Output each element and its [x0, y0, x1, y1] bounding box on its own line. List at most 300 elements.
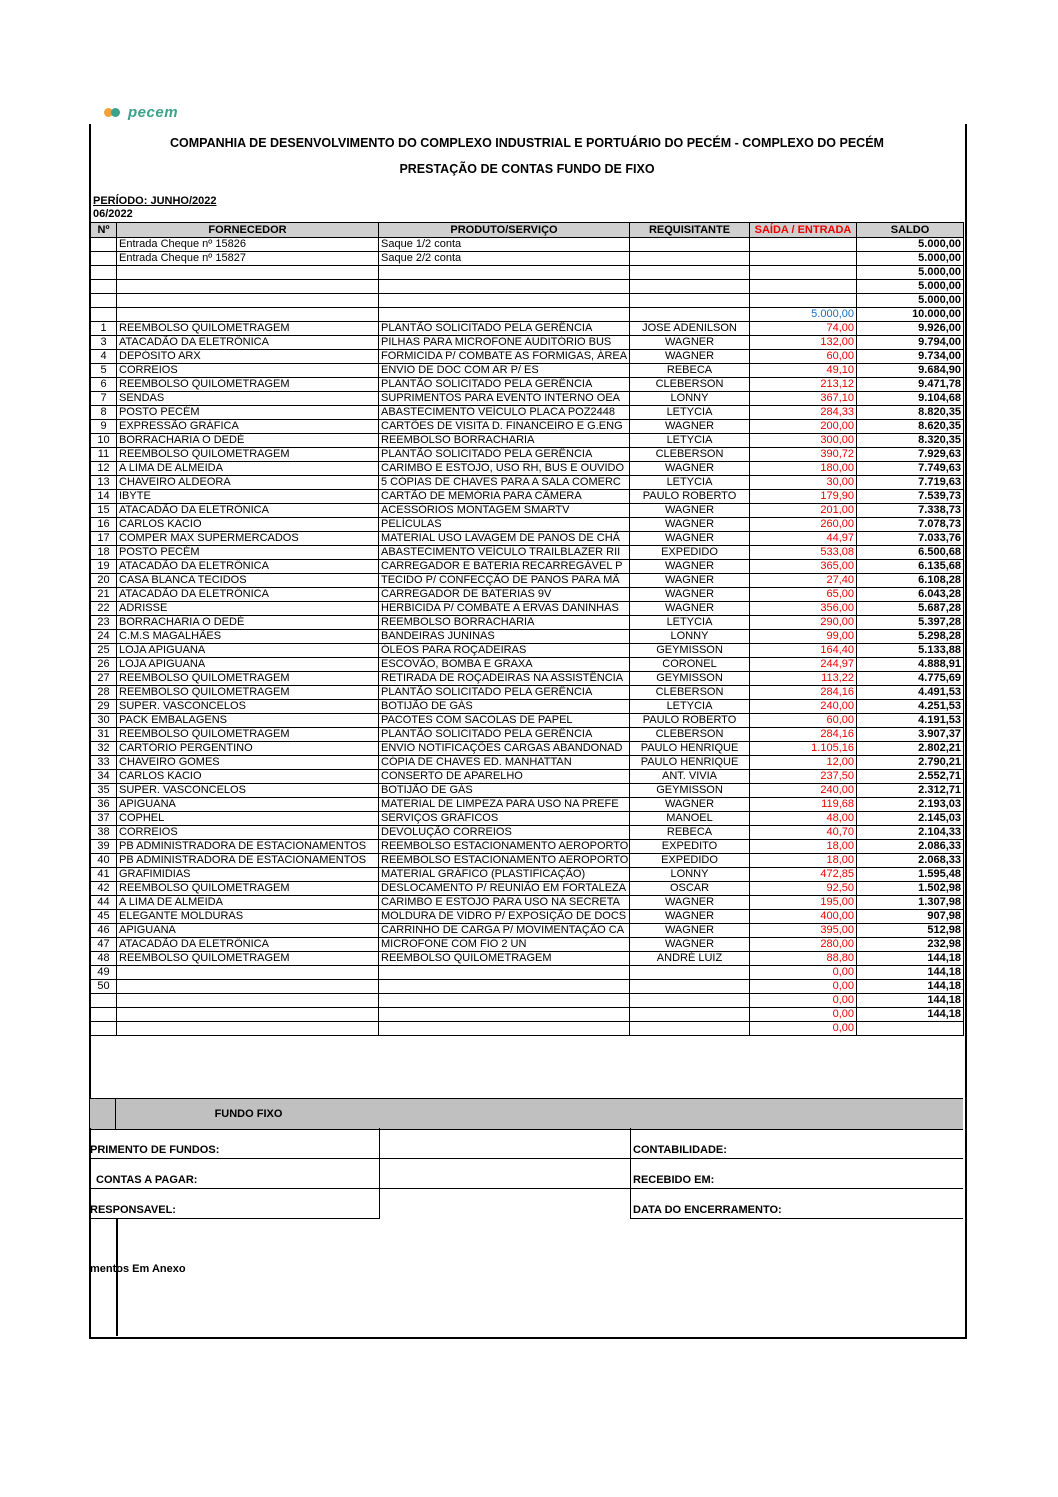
- row-number: 7: [91, 392, 117, 406]
- row-number: [91, 238, 117, 252]
- amount-cell: 201,00: [750, 504, 857, 518]
- requester-cell: WAGNER: [630, 588, 750, 602]
- product-cell: PLANTÃO SOLICITADO PELA GERÊNCIA: [379, 728, 630, 742]
- table-row: [91, 434, 964, 448]
- balance-cell: 5.000,00: [857, 280, 964, 294]
- row-number: 37: [91, 812, 117, 826]
- table-row: [91, 322, 964, 336]
- balance-cell: 9.471,78: [857, 378, 964, 392]
- table-row: [91, 980, 964, 994]
- table-row: [91, 504, 964, 518]
- table-row: [91, 602, 964, 616]
- supplier-cell: REEMBOLSO QUILOMETRAGEM: [117, 686, 379, 700]
- supplier-cell: COMPER MAX SUPERMERCADOS: [117, 532, 379, 546]
- product-cell: CARIMBO E ESTOJO PARA USO NA SECRETA: [379, 896, 630, 910]
- amount-cell: 260,00: [750, 518, 857, 532]
- table-row: [91, 952, 964, 966]
- balance-cell: 4.191,53: [857, 714, 964, 728]
- entry-row: [91, 308, 964, 322]
- balance-cell: 144,18: [857, 980, 964, 994]
- balance-cell: 2.552,71: [857, 770, 964, 784]
- amount-cell: 180,00: [750, 462, 857, 476]
- amount-cell: 74,00: [750, 322, 857, 336]
- requester-cell: EXPEDIDO: [630, 854, 750, 868]
- requester-cell: LETYCIA: [630, 434, 750, 448]
- supplier-cell: ADRISSE: [117, 602, 379, 616]
- supplier-cell: COPHEL: [117, 812, 379, 826]
- balance-cell: 5.397,28: [857, 616, 964, 630]
- row-number: 25: [91, 644, 117, 658]
- requester-cell: WAGNER: [630, 504, 750, 518]
- amount-cell: [750, 294, 857, 308]
- requester-cell: LONNY: [630, 392, 750, 406]
- product-cell: SUPRIMENTOS PARA EVENTO INTERNO OEA: [379, 392, 630, 406]
- amount-cell: 195,00: [750, 896, 857, 910]
- supplier-cell: A LIMA DE ALMEIDA: [117, 896, 379, 910]
- supplier-cell: C.M.S MAGALHÃES: [117, 630, 379, 644]
- divider: [630, 1128, 631, 1218]
- divider: [630, 1218, 963, 1219]
- product-cell: MATERIAL DE LIMPEZA PARA USO NA PREFE: [379, 798, 630, 812]
- entry-row: [91, 280, 964, 294]
- product-cell: CARREGADOR E BATERIA RECARREGÁVEL P: [379, 560, 630, 574]
- amount-cell: 18,00: [750, 840, 857, 854]
- supplier-cell: POSTO PECÉM: [117, 546, 379, 560]
- balance-cell: 3.907,37: [857, 728, 964, 742]
- balance-cell: 5.000,00: [857, 252, 964, 266]
- row-number: 39: [91, 840, 117, 854]
- col-balance: SALDO: [857, 223, 964, 238]
- product-cell: DESLOCAMENTO P/ REUNIÃO EM FORTALEZA: [379, 882, 630, 896]
- amount-cell: [750, 238, 857, 252]
- supplier-cell: ATACADÃO DA ELETRÔNICA: [117, 938, 379, 952]
- amount-cell: [750, 266, 857, 280]
- requester-cell: PAULO ROBERTO: [630, 714, 750, 728]
- month-label: 06/2022: [93, 208, 133, 220]
- product-cell: CARTÕES DE VISITA D. FINANCEIRO E G.ENG: [379, 420, 630, 434]
- table-row: [91, 770, 964, 784]
- supplier-cell: PACK EMBALAGENS: [117, 714, 379, 728]
- product-cell: ENVIO DE DOC COM AR P/ ES: [379, 364, 630, 378]
- requester-cell: [630, 266, 750, 280]
- divider: [90, 1188, 963, 1189]
- table-row: [91, 420, 964, 434]
- table-row: [91, 896, 964, 910]
- table-row: [91, 644, 964, 658]
- anexo-label: mentos Em Anexo: [90, 1263, 186, 1275]
- row-number: [91, 1008, 117, 1022]
- amount-cell: 48,00: [750, 812, 857, 826]
- amount-cell: 30,00: [750, 476, 857, 490]
- amount-cell: 99,00: [750, 630, 857, 644]
- requester-cell: REBECA: [630, 364, 750, 378]
- amount-cell: 237,50: [750, 770, 857, 784]
- requester-cell: MANOEL: [630, 812, 750, 826]
- encerramento-label: DATA DO ENCERRAMENTO:: [633, 1204, 782, 1216]
- product-cell: [379, 966, 630, 980]
- requester-cell: WAGNER: [630, 602, 750, 616]
- table-row: [91, 924, 964, 938]
- product-cell: [379, 308, 630, 322]
- balance-cell: 4.491,53: [857, 686, 964, 700]
- balance-cell: 4.775,69: [857, 672, 964, 686]
- balance-cell: 1.595,48: [857, 868, 964, 882]
- amount-cell: 88,80: [750, 952, 857, 966]
- balance-cell: 512,98: [857, 924, 964, 938]
- supplier-cell: CHAVEIRO GOMES: [117, 756, 379, 770]
- row-number: 8: [91, 406, 117, 420]
- row-number: 6: [91, 378, 117, 392]
- balance-cell: 7.033,76: [857, 532, 964, 546]
- supplier-cell: IBYTE: [117, 490, 379, 504]
- balance-cell: 2.312,71: [857, 784, 964, 798]
- table-row: [91, 966, 964, 980]
- balance-cell: 5.000,00: [857, 294, 964, 308]
- table-row: [91, 756, 964, 770]
- balance-cell: 5.000,00: [857, 238, 964, 252]
- supplier-cell: SUPER. VASCONCELOS: [117, 784, 379, 798]
- fundo-fixo-bar: [90, 1098, 963, 1130]
- amount-cell: 49,10: [750, 364, 857, 378]
- balance-cell: 1.502,98: [857, 882, 964, 896]
- requester-cell: WAGNER: [630, 910, 750, 924]
- supplier-cell: CHAVEIRO ALDEORA: [117, 476, 379, 490]
- supplier-cell: PB ADMINISTRADORA DE ESTACIONAMENTOS: [117, 840, 379, 854]
- product-cell: 5 CÓPIAS DE CHAVES PARA A SALA COMERC: [379, 476, 630, 490]
- requester-cell: OSCAR: [630, 882, 750, 896]
- amount-cell: 0,00: [750, 966, 857, 980]
- entry-row: [91, 238, 964, 252]
- requester-cell: WAGNER: [630, 420, 750, 434]
- amount-cell: 12,00: [750, 756, 857, 770]
- amount-cell: 290,00: [750, 616, 857, 630]
- balance-cell: 232,98: [857, 938, 964, 952]
- amount-cell: 179,90: [750, 490, 857, 504]
- row-number: [91, 308, 117, 322]
- supplier-cell: SUPER. VASCONCELOS: [117, 700, 379, 714]
- supplier-cell: BORRACHARIA O DEDÉ: [117, 434, 379, 448]
- balance-cell: 8.620,35: [857, 420, 964, 434]
- balance-cell: 6.500,68: [857, 546, 964, 560]
- requester-cell: CLEBERSON: [630, 378, 750, 392]
- row-number: 12: [91, 462, 117, 476]
- requester-cell: PAULO HENRIQUE: [630, 756, 750, 770]
- table-row: [91, 658, 964, 672]
- contas-pagar-label: CONTAS A PAGAR:: [96, 1174, 198, 1186]
- requester-cell: [630, 994, 750, 1008]
- amount-cell: 356,00: [750, 602, 857, 616]
- table-row: [91, 616, 964, 630]
- row-number: 9: [91, 420, 117, 434]
- requester-cell: CLEBERSON: [630, 448, 750, 462]
- requester-cell: REBECA: [630, 826, 750, 840]
- supplier-cell: [117, 266, 379, 280]
- balance-cell: 144,18: [857, 1008, 964, 1022]
- amount-cell: 0,00: [750, 1008, 857, 1022]
- product-cell: [379, 294, 630, 308]
- table-row: [91, 910, 964, 924]
- row-number: 35: [91, 784, 117, 798]
- supplier-cell: [117, 994, 379, 1008]
- supplier-cell: CORREIOS: [117, 364, 379, 378]
- requester-cell: WAGNER: [630, 574, 750, 588]
- product-cell: REEMBOLSO ESTACIONAMENTO AEROPORTO: [379, 840, 630, 854]
- amount-cell: 119,68: [750, 798, 857, 812]
- supplier-cell: LOJA APIGUANA: [117, 658, 379, 672]
- table-row: [91, 854, 964, 868]
- row-number: 17: [91, 532, 117, 546]
- row-number: 27: [91, 672, 117, 686]
- requester-cell: LONNY: [630, 630, 750, 644]
- amount-cell: 240,00: [750, 784, 857, 798]
- supplier-cell: [117, 308, 379, 322]
- amount-cell: 244,97: [750, 658, 857, 672]
- row-number: 22: [91, 602, 117, 616]
- table-row: [91, 714, 964, 728]
- requester-cell: [630, 966, 750, 980]
- row-number: 50: [91, 980, 117, 994]
- expense-table: [90, 222, 964, 1036]
- balance-cell: 144,18: [857, 952, 964, 966]
- balance-cell: 7.539,73: [857, 490, 964, 504]
- row-number: 13: [91, 476, 117, 490]
- row-number: 38: [91, 826, 117, 840]
- amount-cell: 200,00: [750, 420, 857, 434]
- product-cell: BOTIJÃO DE GÁS: [379, 700, 630, 714]
- requester-cell: [630, 1022, 750, 1036]
- entry-row: [91, 266, 964, 280]
- row-number: 32: [91, 742, 117, 756]
- recebido-label: RECEBIDO EM:: [633, 1174, 715, 1186]
- requester-cell: WAGNER: [630, 896, 750, 910]
- requester-cell: GEYMISSON: [630, 644, 750, 658]
- product-cell: ÓLEOS PARA ROÇADEIRAS: [379, 644, 630, 658]
- requester-cell: LETYCIA: [630, 406, 750, 420]
- balance-cell: 7.749,63: [857, 462, 964, 476]
- col-product: PRODUTO/SERVIÇO: [379, 223, 630, 238]
- table-row: [91, 826, 964, 840]
- table-row: [91, 784, 964, 798]
- amount-cell: [750, 252, 857, 266]
- pecem-logo-icon: [104, 105, 124, 121]
- row-number: 10: [91, 434, 117, 448]
- row-number: 29: [91, 700, 117, 714]
- table-row: [91, 700, 964, 714]
- supplier-cell: APIGUANA: [117, 798, 379, 812]
- responsavel-label: RESPONSAVEL:: [90, 1204, 176, 1216]
- balance-cell: 7.719,63: [857, 476, 964, 490]
- table-row: [91, 546, 964, 560]
- supplier-cell: [117, 294, 379, 308]
- product-cell: CARRINHO DE CARGA P/ MOVIMENTAÇÃO CA: [379, 924, 630, 938]
- col-number: Nº: [91, 223, 117, 238]
- fundo-fixo-label: FUNDO FIXO: [115, 1099, 381, 1129]
- pecem-logo: [104, 104, 178, 121]
- supplier-cell: CASA BLANCA TECIDOS: [117, 574, 379, 588]
- product-cell: MOLDURA DE VIDRO P/ EXPOSIÇÃO DE DOCS: [379, 910, 630, 924]
- requester-cell: [630, 280, 750, 294]
- row-number: 19: [91, 560, 117, 574]
- row-number: [91, 266, 117, 280]
- product-cell: FORMICIDA P/ COMBATE AS FORMIGAS, ÁREA: [379, 350, 630, 364]
- row-number: 11: [91, 448, 117, 462]
- product-cell: CÓPIA DE CHAVES ED. MANHATTAN: [379, 756, 630, 770]
- product-cell: [379, 980, 630, 994]
- amount-cell: 284,16: [750, 686, 857, 700]
- amount-cell: 132,00: [750, 336, 857, 350]
- supplier-cell: REEMBOLSO QUILOMETRAGEM: [117, 882, 379, 896]
- requester-cell: WAGNER: [630, 560, 750, 574]
- table-row: [91, 686, 964, 700]
- supplier-cell: ELEGANTE MOLDURAS: [117, 910, 379, 924]
- product-cell: PLANTÃO SOLICITADO PELA GERÊNCIA: [379, 686, 630, 700]
- balance-cell: 8.820,35: [857, 406, 964, 420]
- supplier-cell: CORREIOS: [117, 826, 379, 840]
- supplier-cell: [117, 280, 379, 294]
- product-cell: RETIRADA DE ROÇADEIRAS NA ASSISTÊNCIA: [379, 672, 630, 686]
- requester-cell: [630, 980, 750, 994]
- product-cell: CARIMBO E ESTOJO, USO RH, BUS E OUVIDO: [379, 462, 630, 476]
- balance-cell: 2.802,21: [857, 742, 964, 756]
- balance-cell: 7.338,73: [857, 504, 964, 518]
- row-number: [91, 994, 117, 1008]
- supplier-cell: CARLOS KACIO: [117, 518, 379, 532]
- table-row: [91, 798, 964, 812]
- suprimento-label: PRIMENTO DE FUNDOS:: [90, 1144, 220, 1156]
- product-cell: PELÍCULAS: [379, 518, 630, 532]
- amount-cell: 365,00: [750, 560, 857, 574]
- balance-cell: 9.104,68: [857, 392, 964, 406]
- table-row: [91, 574, 964, 588]
- company-title: COMPANHIA DE DESENVOLVIMENTO DO COMPLEXO INDUSTRIAL E PORTUÁRIO DO PECÉM - COMPLEXO DO PECÉM: [170, 136, 884, 150]
- requester-cell: [630, 294, 750, 308]
- product-cell: PLANTÃO SOLICITADO PELA GERÊNCIA: [379, 378, 630, 392]
- row-number: 48: [91, 952, 117, 966]
- row-number: [91, 252, 117, 266]
- entry-row: [91, 252, 964, 266]
- amount-cell: 213,12: [750, 378, 857, 392]
- product-cell: [379, 280, 630, 294]
- balance-cell: 6.108,28: [857, 574, 964, 588]
- table-row: [91, 350, 964, 364]
- balance-cell: 144,18: [857, 994, 964, 1008]
- product-cell: ENVIO NOTIFICAÇÕES CARGAS ABANDONAD: [379, 742, 630, 756]
- balance-cell: 6.043,28: [857, 588, 964, 602]
- row-number: 16: [91, 518, 117, 532]
- row-number: 45: [91, 910, 117, 924]
- amount-cell: 5.000,00: [750, 308, 857, 322]
- amount-cell: 92,50: [750, 882, 857, 896]
- supplier-cell: SENDAS: [117, 392, 379, 406]
- table-row: [91, 406, 964, 420]
- requester-cell: GEYMISSON: [630, 784, 750, 798]
- amount-cell: 0,00: [750, 980, 857, 994]
- contabilidade-label: CONTABILIDADE:: [633, 1144, 727, 1156]
- balance-cell: 2.086,33: [857, 840, 964, 854]
- requester-cell: ANDRÉ LUIZ: [630, 952, 750, 966]
- table-row: [91, 588, 964, 602]
- requester-cell: WAGNER: [630, 532, 750, 546]
- supplier-cell: Entrada Cheque nº 15827: [117, 252, 379, 266]
- requester-cell: LETYCIA: [630, 476, 750, 490]
- table-row: [91, 1022, 964, 1036]
- row-number: [91, 280, 117, 294]
- balance-cell: 2.104,33: [857, 826, 964, 840]
- balance-cell: 2.068,33: [857, 854, 964, 868]
- amount-cell: 1.105,16: [750, 742, 857, 756]
- col-supplier: FORNECEDOR: [117, 223, 379, 238]
- balance-cell: 4.251,53: [857, 700, 964, 714]
- amount-cell: 472,85: [750, 868, 857, 882]
- row-number: 34: [91, 770, 117, 784]
- balance-cell: [857, 1022, 964, 1036]
- row-number: 15: [91, 504, 117, 518]
- amount-cell: 367,10: [750, 392, 857, 406]
- product-cell: PACOTES COM SACOLAS DE PAPEL: [379, 714, 630, 728]
- report-title: PRESTAÇÃO DE CONTAS FUNDO DE FIXO: [399, 162, 655, 176]
- amount-cell: 40,70: [750, 826, 857, 840]
- balance-cell: 9.926,00: [857, 322, 964, 336]
- product-cell: Saque 2/2 conta: [379, 252, 630, 266]
- row-number: 21: [91, 588, 117, 602]
- requester-cell: [630, 252, 750, 266]
- requester-cell: WAGNER: [630, 518, 750, 532]
- amount-cell: 300,00: [750, 434, 857, 448]
- row-number: 23: [91, 616, 117, 630]
- table-row: [91, 994, 964, 1008]
- table-row: [91, 560, 964, 574]
- row-number: 31: [91, 728, 117, 742]
- balance-cell: 5.687,28: [857, 602, 964, 616]
- logo-text: pecem: [128, 104, 179, 121]
- balance-cell: 144,18: [857, 966, 964, 980]
- supplier-cell: ATACADÃO DA ELETRÔNICA: [117, 560, 379, 574]
- row-number: 44: [91, 896, 117, 910]
- row-number: 46: [91, 924, 117, 938]
- product-cell: ESCOVÃO, BOMBA E GRAXA: [379, 658, 630, 672]
- requester-cell: EXPEDITO: [630, 840, 750, 854]
- row-number: 20: [91, 574, 117, 588]
- balance-cell: 5.133,88: [857, 644, 964, 658]
- row-number: 40: [91, 854, 117, 868]
- balance-cell: 1.307,98: [857, 896, 964, 910]
- balance-cell: 10.000,00: [857, 308, 964, 322]
- requester-cell: CLEBERSON: [630, 728, 750, 742]
- balance-cell: 8.320,35: [857, 434, 964, 448]
- product-cell: DEVOLUÇÃO CORREIOS: [379, 826, 630, 840]
- product-cell: REEMBOLSO BORRACHARIA: [379, 616, 630, 630]
- product-cell: CARREGADOR DE BATERIAS 9V: [379, 588, 630, 602]
- product-cell: PLANTÃO SOLICITADO PELA GERÊNCIA: [379, 448, 630, 462]
- supplier-cell: LOJA APIGUANA: [117, 644, 379, 658]
- amount-cell: 113,22: [750, 672, 857, 686]
- row-number: [91, 294, 117, 308]
- divider: [116, 1218, 118, 1336]
- table-row: [91, 812, 964, 826]
- row-number: 41: [91, 868, 117, 882]
- supplier-cell: [117, 1008, 379, 1022]
- supplier-cell: REEMBOLSO QUILOMETRAGEM: [117, 322, 379, 336]
- amount-cell: 280,00: [750, 938, 857, 952]
- requester-cell: LONNY: [630, 868, 750, 882]
- table-row: [91, 462, 964, 476]
- table-row: [91, 532, 964, 546]
- supplier-cell: A LIMA DE ALMEIDA: [117, 462, 379, 476]
- product-cell: PILHAS PARA MICROFONE AUDITÓRIO BUS: [379, 336, 630, 350]
- amount-cell: 240,00: [750, 700, 857, 714]
- row-number: 3: [91, 336, 117, 350]
- supplier-cell: ATACADÃO DA ELETRÔNICA: [117, 504, 379, 518]
